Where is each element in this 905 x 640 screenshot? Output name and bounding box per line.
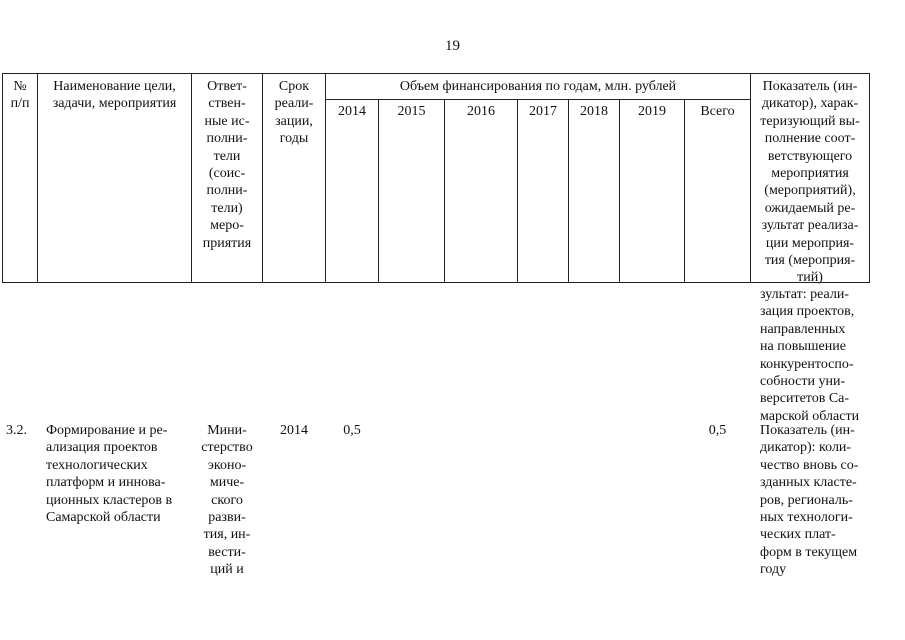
col-divider-2014 — [378, 99, 379, 283]
header-indicator: Показатель (ин- дикатор), харак- теризующий вы- полнение соот- ветствующего мероприятия (мероприятий), ожидаемый ре- зультат реализа- ции мероприя- тия (мероприя- тий) — [760, 79, 860, 286]
funding-group-divider — [325, 99, 750, 100]
header-total: Всего — [700, 104, 735, 119]
row-value-2014: 0,5 — [343, 423, 361, 438]
col-divider-2016 — [517, 99, 518, 283]
header-executors: Ответ- ствен- ные ис- полни- тели (соис- полни- тели) меро- приятия — [202, 79, 252, 251]
header-name: Наименование цели, задачи, мероприятия — [52, 79, 177, 112]
header-year-2019: 2019 — [638, 104, 666, 119]
header-year-2018: 2018 — [580, 104, 608, 119]
header-num: № п/п — [10, 79, 30, 112]
row-indicator: Показатель (ин- дикатор): коли- чество вновь со- зданных класте- ров, региональ- ных технологи- ческих плат- форм в текущем году — [760, 423, 859, 578]
col-divider-2015 — [444, 99, 445, 283]
row-total: 0,5 — [708, 423, 727, 438]
col-divider-2017 — [568, 99, 569, 283]
row-name: Формирование и ре- ализация проектов технологических платформ и иннова- ционных кластеров в Самарской области — [46, 423, 173, 526]
row-term: 2014 — [280, 423, 308, 438]
continuation-indicator: зультат: реали- зация проектов, направленных на повышение конкурентоспо- собности уни- верситетов Са- марской области — [760, 287, 860, 424]
row-number: 3.2. — [6, 423, 27, 438]
col-divider-2019 — [684, 99, 685, 283]
header-bottom-border — [2, 282, 870, 283]
header-year-2017: 2017 — [529, 104, 557, 119]
page-number: 19 — [445, 38, 460, 54]
header-funding-group: Объем финансирования по годам, млн. рублей — [399, 79, 677, 94]
header-top-border — [2, 73, 870, 74]
header-year-2014: 2014 — [338, 104, 366, 119]
row-executor: Мини- стерство эконо- миче- ского разви- тия, ин- вести- ций и — [201, 423, 253, 578]
header-term: Срок реали- зации, годы — [274, 79, 314, 147]
header-year-2015: 2015 — [397, 104, 426, 119]
col-divider-2018 — [619, 99, 620, 283]
table-right-border — [869, 73, 870, 283]
header-year-2016: 2016 — [467, 104, 495, 119]
